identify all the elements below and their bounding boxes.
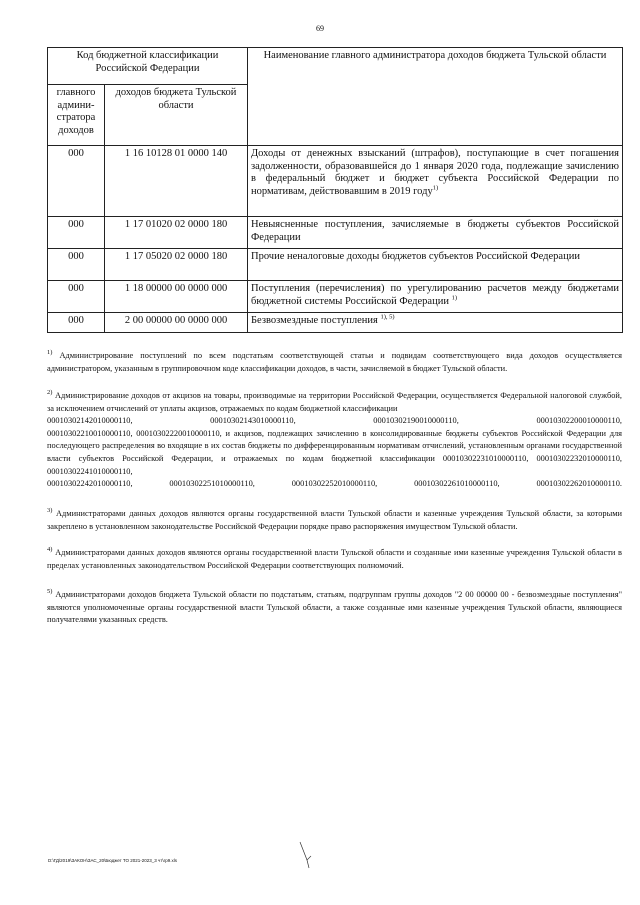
row-name-text: Прочие неналоговые доходы бюджетов субъектов Российской Федерации — [251, 251, 580, 262]
row-income-code: 1 17 05020 02 0000 180 — [105, 249, 248, 281]
row-name-text: Доходы от денежных взысканий (штрафов), поступающие в счет погашения задолженности, образовавшейся до 1 января 2020 года, подлежащие зачислению в федеральный бюджет и бюджет субъекта Российской Федерации по нормативам, действовавшим в 2019 году — [251, 148, 619, 197]
row-name — [248, 281, 623, 313]
footnote-mark: 1) — [47, 349, 53, 357]
row-admin-code: 000 — [48, 249, 105, 281]
header-name: Наименование главного администратора доходов бюджета Тульской области — [248, 48, 623, 146]
row-income-code: 2 00 00000 00 0000 000 — [105, 313, 248, 333]
row-income-code: 1 16 10128 01 0000 140 — [105, 146, 248, 217]
subheader-admin: главного админи-стратора доходов — [48, 85, 105, 146]
footnote-2 — [47, 390, 622, 491]
row-name — [248, 146, 623, 217]
row-admin-code: 000 — [48, 146, 105, 217]
header-code: Код бюджетной классификации Российской Федерации — [48, 48, 248, 85]
table-row — [48, 313, 623, 333]
row-income-code: 1 17 01020 02 0000 180 — [105, 217, 248, 249]
footnote-text: Администрирование доходов от акцизов на товары, производимые на территории Российской Федерации, осуществляется Федеральной налоговой службой, за исключением отчислений от уплаты акцизов, отражаемых по кодам бюджетной классификации — [47, 391, 622, 413]
row-name — [248, 313, 623, 333]
row-admin-code: 000 — [48, 313, 105, 333]
footnote-1 — [47, 350, 622, 375]
budget-classification-table — [47, 47, 623, 333]
pen-mark-icon — [297, 840, 317, 870]
row-footnote-ref: 1) — [432, 184, 439, 191]
subheader-income: доходов бюджета Тульской области — [105, 85, 248, 146]
row-admin-code: 000 — [48, 217, 105, 249]
footnote-text: и акцизов, подлежащих зачислению в консолидированные бюджеты субъектов Российской Федерации для последующего распределения во входящие в их состав бюджеты по дифференцированным нормативам отчислений, установленным органами государственной власти субъектов Российской Федерации, и отражаемых по кодам бюджетной классификации 00010302231010000110, 00010302232010000110, 00010302241010000110, — [47, 428, 623, 476]
footnote-text: Администраторами данных доходов являются органы государственной власти Тульской области и созданные ими казенные учреждения Тульской области в пределах установленных законодательством Российской Федерации соответствующих полномочий. — [47, 548, 622, 570]
table-row — [48, 249, 623, 281]
footnote-codes: 00010302142010000110, 00010302143010000110, 00010302190010000110, 00010302200010000110, — [47, 416, 622, 426]
row-admin-code: 000 — [48, 281, 105, 313]
footnote-text: Администрирование поступлений по всем подстатьям соответствующей статьи и подвидам соответствующего вида доходов осуществляется администратором, указанным в группировочном коде классификации доходов, в части, зачисляемой в бюджет Тульской области. — [47, 351, 623, 373]
footnote-mark: 3) — [47, 507, 53, 515]
row-name-text: Невыясненные поступления, зачисляемые в бюджеты субъектов Российской Федерации — [251, 219, 619, 243]
table-row — [48, 217, 623, 249]
footnote-mark: 2) — [47, 389, 53, 397]
row-footnote-ref: 1), 5) — [380, 313, 395, 321]
footnote-4 — [47, 547, 622, 572]
page-number: 69 — [316, 24, 324, 33]
footnote-text: Администраторами доходов бюджета Тульской области по подстатьям, статьям, подгруппам группы доходов "2 00 00000 00 - безвозмездные поступления" являются уполномоченные органы государственной власти Тульской области, а также созданные ими казенные учреждения Тульской области, являющиеся получателями указанных средств. — [47, 590, 623, 625]
row-name — [248, 249, 623, 281]
footnote-3 — [47, 508, 622, 533]
table-row — [48, 146, 623, 217]
footnote-codes: 00010302242010000110, 00010302251010000110, 00010302252010000110, 00010302261010000110, 00010302262010000110. — [47, 479, 622, 489]
row-name — [248, 217, 623, 249]
footnote-codes-inline: 00010302210010000110, 00010302220010000110, — [47, 428, 222, 438]
table-row — [48, 281, 623, 313]
footnote-5 — [47, 589, 622, 627]
row-footnote-ref: 1) — [451, 294, 457, 301]
row-name-text: Безвозмездные поступления — [251, 315, 378, 326]
file-path-stamp: D:\ГД\2019\ЗАКОН\ЗАС_20\Бюджет ТО 2021-2023_3 чт\гр9.xls — [48, 858, 178, 863]
footnote-mark: 5) — [47, 588, 53, 596]
footnote-text: Администраторами данных доходов являются органы государственной власти Тульской области и казенные учреждения Тульской области, за которыми закреплено в установленном законодательстве Российской Федерации порядке право распоряжения имуществом Тульской области. — [47, 509, 622, 531]
row-name-text: Поступления (перечисления) по урегулированию расчетов между бюджетами бюджетной системы Российской Федерации — [251, 283, 619, 307]
footnote-mark: 4) — [47, 546, 53, 554]
row-income-code: 1 18 00000 00 0000 000 — [105, 281, 248, 313]
